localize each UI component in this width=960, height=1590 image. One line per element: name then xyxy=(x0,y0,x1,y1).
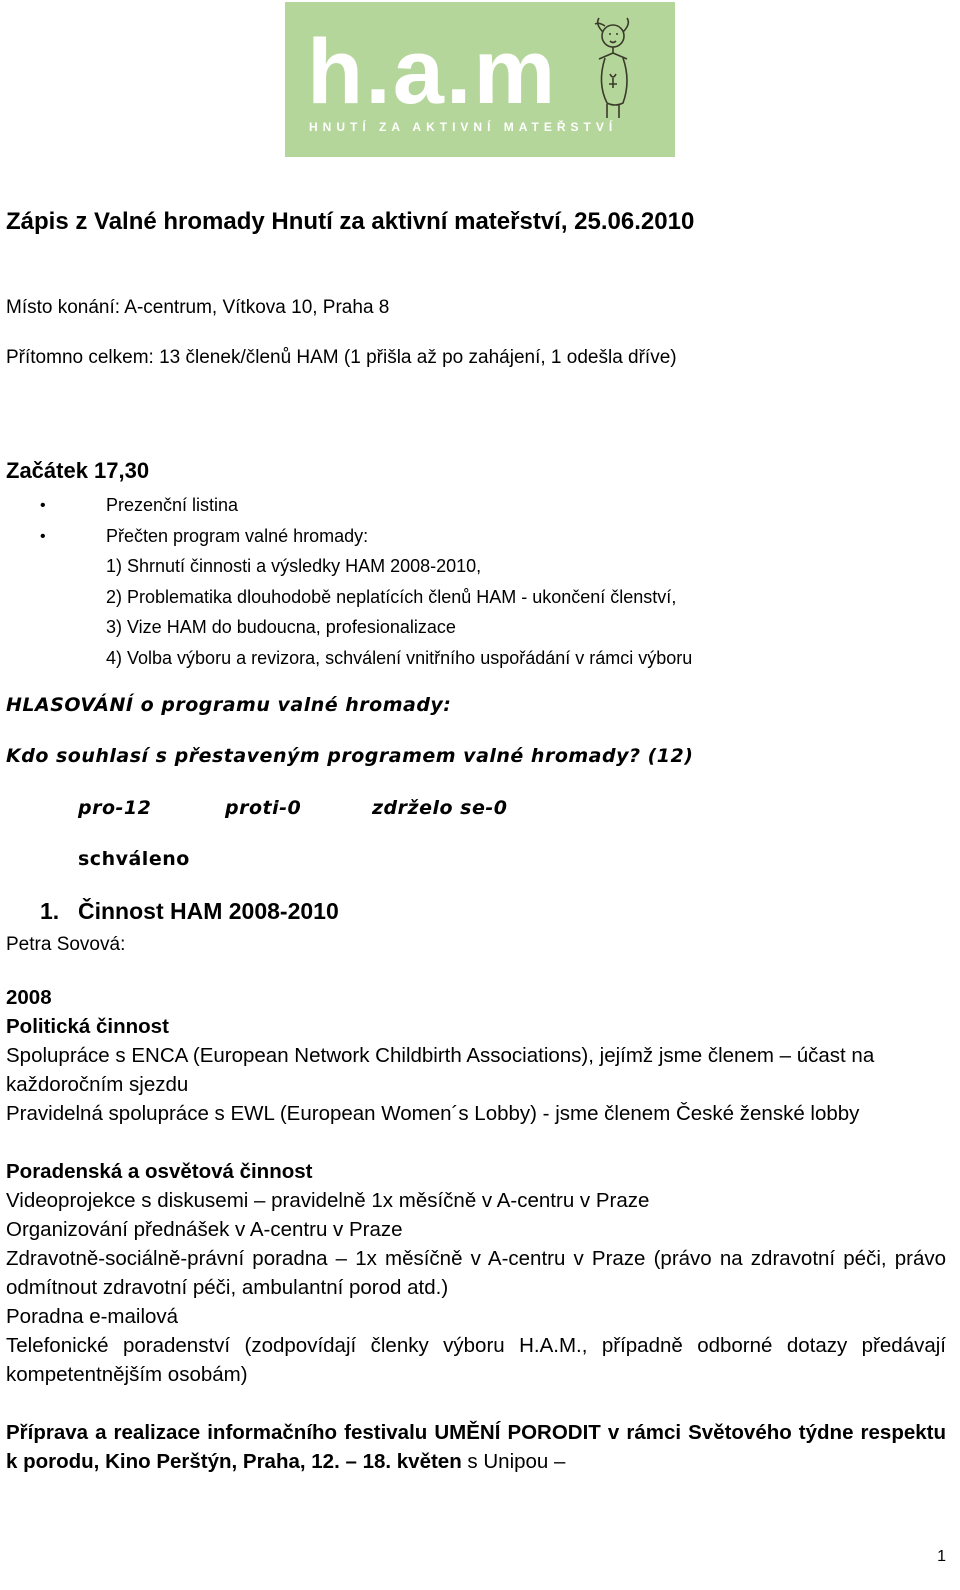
section-title: Činnost HAM 2008-2010 xyxy=(78,898,339,924)
page-number: 1 xyxy=(937,1548,946,1565)
program-list xyxy=(106,551,692,673)
bullet-item: • Přečten program valné hromady: xyxy=(40,521,368,552)
start-bullet-list xyxy=(40,490,368,552)
section-number: 1. xyxy=(40,898,60,924)
vote-proti: proti-0 xyxy=(225,797,302,819)
section-heading xyxy=(40,898,339,925)
program-item: 1) Shrnutí činnosti a výsledky HAM 2008-2010, xyxy=(106,556,482,576)
section-body xyxy=(6,983,946,1476)
program-item: 3) Vize HAM do budoucna, profesionalizace xyxy=(106,617,456,637)
start-heading: Začátek 17,30 xyxy=(6,458,150,483)
political-line: Spolupráce s ENCA (European Network Childbirth Associations), jejímž jsme členem – účast na každoročním sjezdu xyxy=(6,1044,875,1096)
advisory-line: Telefonické poradenství (zodpovídají členky výboru H.A.M., případně odborné dotazy předávají kompetentnějším osobám) xyxy=(6,1334,946,1386)
ham-logo xyxy=(285,2,675,157)
year-heading: 2008 xyxy=(6,986,52,1009)
advisory-line: Poradna e-mailová xyxy=(6,1305,179,1328)
vote-question: Kdo souhlasí s přestaveným programem valné hromady? (12) xyxy=(6,745,694,767)
speaker-name: Petra Sovová: xyxy=(6,934,126,955)
logo-wordmark: h.a.m xyxy=(307,21,558,123)
advisory-line: Videoprojekce s diskusemi – pravidelně 1x měsíčně v A-centru v Praze xyxy=(6,1189,650,1212)
program-item: 2) Problematika dlouhodobě neplatících členů HAM - ukončení členství, xyxy=(106,586,677,607)
advisory-heading: Poradenská a osvětová činnost xyxy=(6,1160,313,1183)
political-heading: Politická činnost xyxy=(6,1015,169,1038)
document-title: Zápis z Valné hromady Hnutí za aktivní mateřství, 25.06.2010 xyxy=(6,208,695,235)
vote-abstained: zdrželo se-0 xyxy=(372,797,508,819)
program-item: 4) Volba výboru a revizora, schválení vnitřního uspořádání v rámci výboru xyxy=(106,647,693,668)
vote-result: schváleno xyxy=(78,848,190,870)
advisory-line: Zdravotně-sociálně-právní poradna – 1x měsíčně v A-centru v Praze (právo na zdravotní péči, právo odmítnout zdravotní péči, ambulantní porod atd.) xyxy=(6,1247,946,1299)
festival-bold-text: Příprava a realizace informačního festivalu UMĚNÍ PORODIT v rámci Světového týdne respektu k porodu, Kino Perštýn, Praha, 12. – 18. květen xyxy=(6,1421,946,1473)
logo-tagline: HNUTÍ ZA AKTIVNÍ MATEŘSTVÍ xyxy=(309,120,618,134)
logo-figure-drawing xyxy=(583,14,653,124)
vote-pro: pro-12 xyxy=(78,797,152,819)
vote-heading: HLASOVÁNÍ o programu valné hromady: xyxy=(6,694,452,716)
advisory-line: Organizování přednášek v A-centru v Praze xyxy=(6,1218,403,1241)
attendance-line: Přítomno celkem: 13 členek/členů HAM (1 přišla až po zahájení, 1 odešla dříve) xyxy=(6,347,677,368)
festival-paragraph xyxy=(6,1418,946,1476)
bullet-item: • Prezenční listina xyxy=(40,490,368,521)
venue-line: Místo konání: A-centrum, Vítkova 10, Praha 8 xyxy=(6,297,390,318)
festival-rest-text: s Unipou – xyxy=(461,1450,566,1473)
political-line: Pravidelná spolupráce s EWL (European Women´s Lobby) - jsme členem České ženské lobby xyxy=(6,1102,860,1125)
